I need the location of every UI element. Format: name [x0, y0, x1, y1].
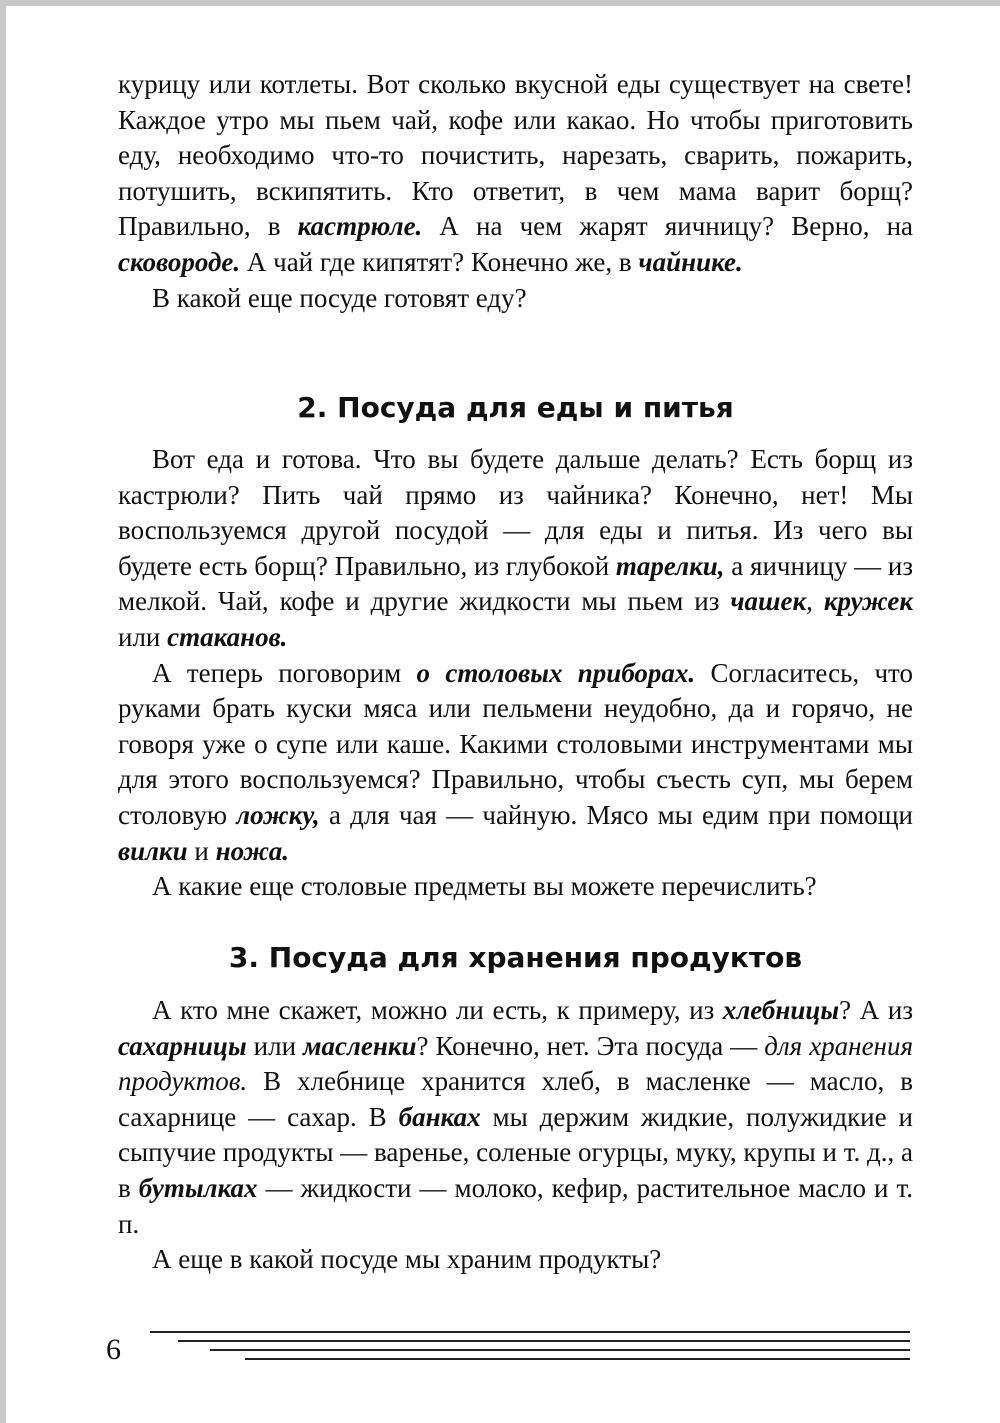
emphasis-plate: тарелки,: [615, 550, 725, 581]
emphasis-cups: чашек: [730, 586, 807, 617]
emphasis-fork: вилки: [118, 835, 188, 866]
text-run: ? А из: [839, 995, 913, 1025]
text-run: Вот еда и готова. Что вы будете дальше делать? Есть борщ из кастрюли? Пить чай прямо из чайника? Конечно, нет! Мы воспользуемся другой посудой — для еды и питья. Из чего вы будете есть борщ? Правильно, из глубокой: [118, 444, 913, 581]
emphasis-bottles: бутылках: [138, 1172, 258, 1203]
emphasis-storage: для хранения продуктов.: [118, 1030, 913, 1097]
text-run: или: [118, 621, 168, 652]
emphasis-butter-dish: масленки: [303, 1030, 417, 1061]
text-run: а для чая — чайную. Мясо мы едим при помощи: [319, 799, 913, 830]
text-run: или: [246, 1030, 304, 1061]
footer-rule: [150, 1331, 910, 1333]
footer-rule: [210, 1349, 910, 1351]
question-paragraph: А еще в какой посуде мы храним продукты?: [152, 1244, 662, 1275]
emphasis-sugar-bowl: сахарницы: [118, 1030, 247, 1061]
page-edge-top: [0, 0, 1000, 6]
footer-rule: [245, 1358, 910, 1360]
text-run: А чай где кипятят? Конечно же, в: [240, 246, 639, 277]
emphasis-mugs: кружек: [823, 586, 914, 617]
text-run: А на чем жарят яичницу? Верно, на: [422, 211, 914, 242]
emphasis-frying-pan: сковороде.: [118, 246, 241, 277]
section-2-text: [118, 442, 913, 905]
section-2-heading: 2. Посуда для еды и питья: [297, 391, 734, 424]
text-run: ? Конечно, нет. Эта посуда —: [416, 1030, 765, 1061]
emphasis-kettle: чайнике.: [638, 246, 743, 277]
page-edge-left: [0, 0, 6, 1423]
emphasis-jars: банках: [398, 1101, 481, 1132]
text-run: курицу или котлеты. Вот сколько вкусной еды существует на свете! Каждое утро мы пьем чай, кофе или какао. Но чтобы приготовить еду, необходимо что-то почистить, нарезать, сварить, пожарить, потушить, вскипятить. Кто ответит, в чем мама варит борщ? Правильно, в: [118, 69, 913, 242]
text-run: А теперь поговорим: [152, 657, 417, 688]
emphasis-bread-box: хлебницы: [722, 995, 840, 1025]
section-1-text: [118, 67, 913, 316]
emphasis-cutlery: о столовых приборах.: [416, 657, 696, 688]
paragraph: [118, 656, 913, 870]
text-run: мы держим жидкие, полужидкие и сыпучие продукты — варенье, соленые огурцы, муку, крупы и т. д., а в: [118, 1101, 913, 1203]
emphasis-knife: ножа.: [215, 835, 290, 866]
emphasis-spoon: ложку,: [236, 799, 320, 830]
text-run: и: [187, 835, 216, 866]
text-run: А кто мне скажет, можно ли есть, к примеру, из: [152, 995, 723, 1025]
paragraph: [118, 67, 913, 281]
text-run: В хлебнице хранится хлеб, в масленке — масло, в сахарнице — сахар. В: [118, 1066, 913, 1132]
section-3-text: [118, 993, 913, 1278]
text-run: — жидкости — молоко, кефир, растительное масло и т. п.: [118, 1172, 914, 1239]
page-number: 6: [106, 1333, 121, 1366]
question-paragraph: В какой еще посуде готовят еду?: [152, 282, 527, 313]
text-run: Согласитесь, что руками брать куски мяса или пельмени неудобно, да и горячо, не говоря уже о супе или каше. Какими столовыми инструментами мы для этого воспользуемся? Правильно, чтобы съесть суп, мы берем столовую: [118, 657, 913, 830]
question-paragraph: А какие еще столовые предметы вы можете перечислить?: [152, 871, 817, 902]
emphasis-glasses: стаканов.: [167, 621, 288, 652]
emphasis-pot: кастрюле.: [297, 211, 423, 242]
section-3-heading: 3. Посуда для хранения продуктов: [228, 941, 803, 974]
text-run: ,: [806, 586, 824, 617]
paragraph: [118, 993, 913, 1242]
paragraph: [118, 442, 913, 656]
footer-rule: [178, 1340, 910, 1342]
text-run: а яичницу — из мелкой. Чай, кофе и другие жидкости мы пьем из: [118, 550, 913, 617]
